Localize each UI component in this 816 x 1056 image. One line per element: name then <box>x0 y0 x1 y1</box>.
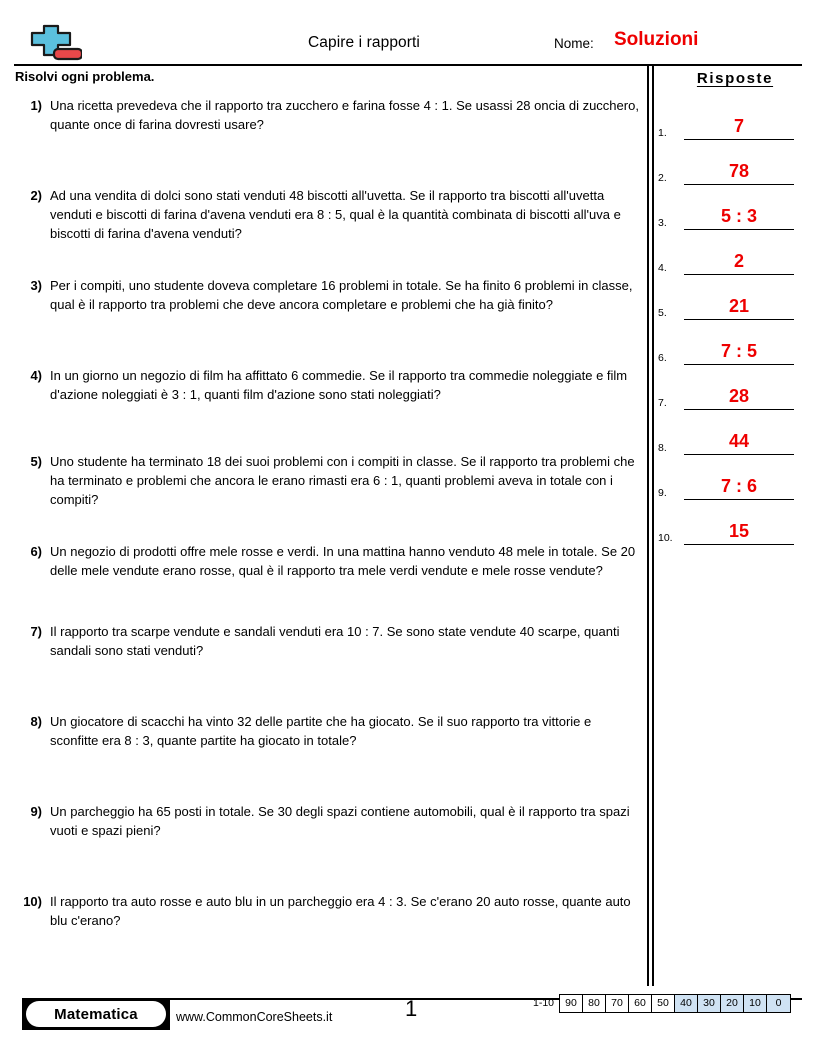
scale-cell: 90 <box>560 995 583 1012</box>
answer-value: 28 <box>728 386 750 406</box>
scale-cell: 20 <box>721 995 744 1012</box>
answer-item <box>658 186 808 230</box>
answer-value: 2 <box>733 251 744 271</box>
question-item <box>16 802 641 840</box>
answer-number: 4. <box>658 262 667 274</box>
question-number: 8) <box>30 714 42 729</box>
answer-blank-line[interactable] <box>684 229 794 231</box>
scale-cell: 40 <box>675 995 698 1012</box>
question-number: 4) <box>30 368 42 383</box>
answer-number: 3. <box>658 217 667 229</box>
answer-blank-line[interactable] <box>684 364 794 366</box>
answer-number: 10. <box>658 532 673 544</box>
question-number: 1) <box>30 98 42 113</box>
question-number: 5) <box>30 454 42 469</box>
plus-eraser-icon <box>14 24 82 66</box>
answer-item <box>658 501 808 545</box>
question-number: 7) <box>30 624 42 639</box>
brand-label: Matematica <box>54 1005 138 1023</box>
answer-blank-line[interactable] <box>684 184 794 186</box>
answer-value: 15 <box>728 521 750 541</box>
answer-item <box>658 141 808 185</box>
answer-blank-line[interactable] <box>684 319 794 321</box>
answer-item <box>658 231 808 275</box>
answer-blank-line[interactable] <box>684 544 794 546</box>
answer-number: 9. <box>658 487 667 499</box>
scale-cell: 10 <box>744 995 767 1012</box>
question-text: Uno studente ha terminato 18 dei suoi problemi con i compiti in classe. Se il rapporto tra problemi che ha terminato e problemi che ancora le erano rimasti era 6 : 1, quanti problemi aveva in totale con i compiti? <box>50 454 635 507</box>
answer-blank-line[interactable] <box>684 274 794 276</box>
column-divider-right <box>652 66 654 986</box>
question-item <box>16 96 641 134</box>
answer-item <box>658 276 808 320</box>
answers-heading: Risposte <box>696 70 774 87</box>
question-item <box>16 622 641 660</box>
scale-cell: 70 <box>606 995 629 1012</box>
answer-number: 7. <box>658 397 667 409</box>
answer-value: 78 <box>728 161 750 181</box>
answer-blank-line[interactable] <box>684 139 794 141</box>
answer-value: 7 <box>733 116 744 136</box>
question-text: Ad una vendita di dolci sono stati venduti 48 biscotti all'uvetta. Se il rapporto tra biscotti all'uvetta venduti e biscotti di farina d'avena venduti era 8 : 5, qual è la quantità combinata di biscotti all'uva e biscotti di farina d'avena venduti? <box>50 188 621 241</box>
scale-cell: 50 <box>652 995 675 1012</box>
question-text: Per i compiti, uno studente doveva completare 16 problemi in totale. Se ha finito 6 problemi in classe, qual è il rapporto tra problemi che deve ancora completare e problemi che ha già finito? <box>50 278 633 312</box>
question-item <box>16 452 641 509</box>
site-url: www.CommonCoreSheets.it <box>176 1010 333 1024</box>
directions-text: Risolvi ogni problema. <box>15 69 155 84</box>
question-item <box>16 892 641 930</box>
answer-value: 5 : 3 <box>720 206 758 226</box>
question-number: 3) <box>30 278 42 293</box>
answer-item <box>658 366 808 410</box>
scale-cell: 30 <box>698 995 721 1012</box>
answer-number: 8. <box>658 442 667 454</box>
name-value: Soluzioni <box>614 29 699 50</box>
question-text: Un parcheggio ha 65 posti in totale. Se 30 degli spazi contiene automobili, qual è il rapporto tra spazi vuoti e spazi pieni? <box>50 804 630 838</box>
question-number: 2) <box>30 188 42 203</box>
column-divider-left <box>647 66 649 986</box>
question-number: 6) <box>30 544 42 559</box>
scale-range-label: 1-10 <box>533 997 555 1009</box>
question-text: Un giocatore di scacchi ha vinto 32 delle partite che ha giocato. Se il suo rapporto tra vittorie e sconfitte era 8 : 3, quante partite ha giocato in totale? <box>50 714 592 748</box>
question-text: Il rapporto tra scarpe vendute e sandali venduti era 10 : 7. Se sono state vendute 40 scarpe, quanti sandali sono stati venduti? <box>50 624 620 658</box>
name-label: Nome: <box>554 36 594 51</box>
question-item <box>16 712 641 750</box>
question-item <box>16 276 641 314</box>
answer-item <box>658 456 808 500</box>
page-number: 1 <box>405 996 418 1021</box>
answer-value: 7 : 6 <box>720 476 758 496</box>
header-divider <box>14 64 802 66</box>
answer-item <box>658 96 808 140</box>
question-item <box>16 186 641 243</box>
question-item <box>16 542 641 580</box>
answer-item <box>658 411 808 455</box>
answer-number: 2. <box>658 172 667 184</box>
scale-cell: 80 <box>583 995 606 1012</box>
grading-scale <box>533 994 791 1013</box>
question-item <box>16 366 641 404</box>
answer-item <box>658 321 808 365</box>
answer-value: 44 <box>728 431 750 451</box>
brand-badge <box>22 998 170 1030</box>
question-text: Il rapporto tra auto rosse e auto blu in un parcheggio era 4 : 3. Se c'erano 20 auto rosse, quante auto blu c'erano? <box>50 894 631 928</box>
answer-blank-line[interactable] <box>684 409 794 411</box>
scale-cell: 60 <box>629 995 652 1012</box>
answer-blank-line[interactable] <box>684 499 794 501</box>
question-number: 9) <box>30 804 42 819</box>
question-text: Una ricetta prevedeva che il rapporto tra zucchero e farina fosse 4 : 1. Se usassi 28 oncia di zucchero, quante once di farina dovresti usare? <box>50 98 639 132</box>
scale-cells <box>559 994 791 1013</box>
answer-value: 7 : 5 <box>720 341 758 361</box>
answer-number: 6. <box>658 352 667 364</box>
page-title: Capire i rapporti <box>308 34 420 51</box>
answer-number: 5. <box>658 307 667 319</box>
question-text: In un giorno un negozio di film ha affittato 6 commedie. Se il rapporto tra commedie noleggiate e film d'azione noleggiati è 3 : 1, quanti film d'azione sono stati noleggiati? <box>50 368 628 402</box>
page-header <box>14 22 802 66</box>
question-number: 10) <box>23 894 42 909</box>
answer-blank-line[interactable] <box>684 454 794 456</box>
answer-number: 1. <box>658 127 667 139</box>
question-text: Un negozio di prodotti offre mele rosse e verdi. In una mattina hanno venduto 48 mele in totale. Se 20 delle mele vendute erano rosse, qual è il rapporto tra mele verdi vendute e mele rosse vendute? <box>50 544 636 578</box>
scale-cell: 0 <box>767 995 790 1012</box>
answer-value: 21 <box>728 296 750 316</box>
